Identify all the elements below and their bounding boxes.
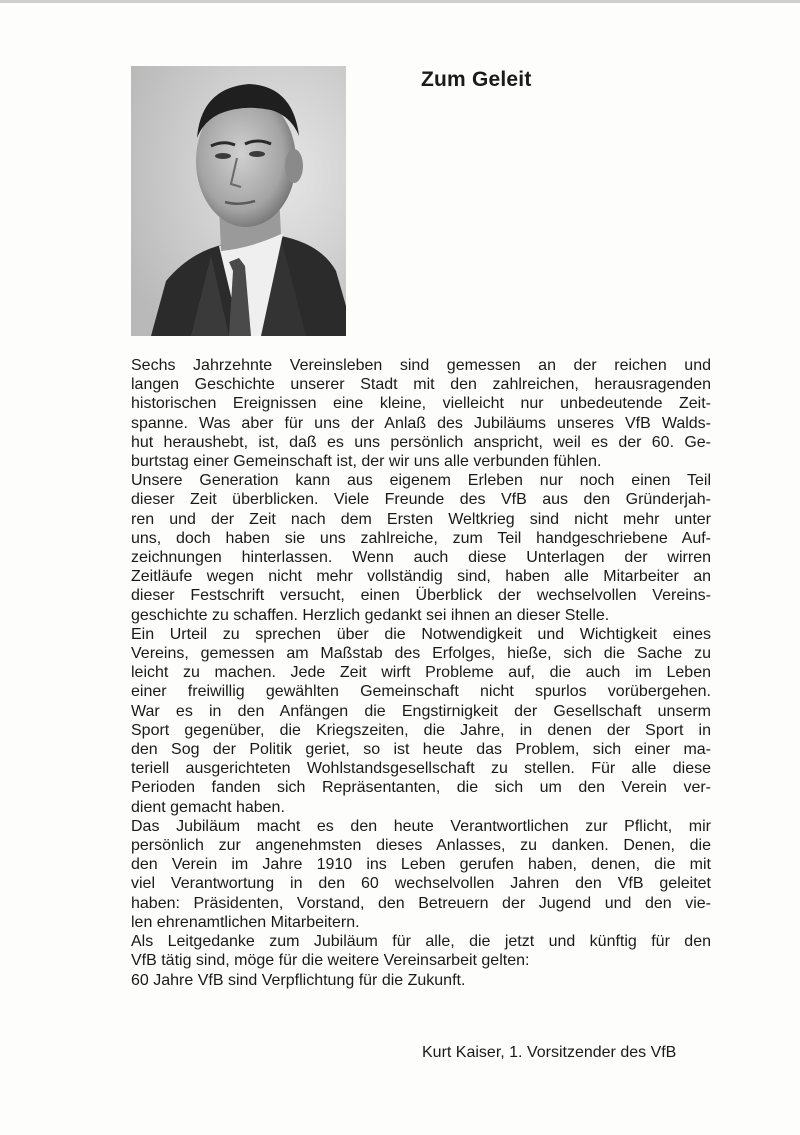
text-line: Als Leitgedanke zum Jubiläum für alle, die jetzt und künftig für den — [131, 933, 711, 951]
text-line: Das Jubiläum macht es den heute Verantwortlichen zur Pflicht, mir — [131, 817, 711, 835]
motto-line: 60 Jahre VfB sind Verpflichtung für die Zukunft. — [131, 971, 466, 989]
text-line: len ehrenamtlichen Mitarbeitern. — [131, 913, 360, 931]
text-line: viel Verantwortung in den 60 wechselvollen Jahren den VfB geleitet — [131, 875, 711, 893]
text-line: den Verein im Jahre 1910 ins Leben gerufen haben, denen, die mit — [131, 856, 711, 874]
portrait-illustration — [131, 66, 346, 336]
page-title: Zum Geleit — [421, 68, 532, 91]
text-line: spanne. Was aber für uns der Anlaß des Jubiläums unseres VfB Walds- — [131, 414, 711, 432]
text-line: ren und der Zeit nach dem Ersten Weltkrieg sind nicht mehr unter — [131, 510, 711, 528]
text-line: War es in den Anfängen die Engstirnigkeit der Gesellschaft unserm — [131, 702, 711, 720]
text-line: teriell ausgerichteten Wohlstandsgesellschaft zu stellen. Für alle diese — [131, 760, 711, 778]
text-line: Ein Urteil zu sprechen über die Notwendigkeit und Wichtigkeit eines — [131, 625, 711, 643]
body-text — [131, 356, 711, 990]
text-line: zeichnungen hinterlassen. Wenn auch diese Unterlagen der wirren — [131, 549, 711, 567]
text-line: geschichte zu schaffen. Herzlich gedankt sei ihnen an dieser Stelle. — [131, 606, 610, 624]
signature: Kurt Kaiser, 1. Vorsitzender des VfB — [422, 1044, 677, 1061]
text-line: dieser Festschrift versucht, einen Überblick der wechselvollen Vereins- — [131, 587, 711, 605]
text-line: Sechs Jahrzehnte Vereinsleben sind gemessen an der reichen und — [131, 357, 711, 374]
text-line: burtstag einer Gemeinschaft ist, der wir uns alle verbunden fühlen. — [131, 453, 602, 471]
text-line: haben: Präsidenten, Vorstand, den Betreuern der Jugend und den vie- — [131, 894, 711, 912]
portrait-photo — [131, 66, 346, 336]
text-line: VfB tätig sind, möge für die weitere Vereinsarbeit gelten: — [131, 952, 530, 970]
text-line: hut heraushebt, ist, daß es uns persönlich anspricht, weil es der 60. Ge- — [131, 433, 711, 451]
text-line: den Sog der Politik geriet, so ist heute das Problem, sich einer ma- — [131, 741, 711, 759]
text-line: Unsere Generation kann aus eigenem Erleben nur noch einen Teil — [131, 472, 711, 490]
text-line: dieser Zeit überblicken. Viele Freunde des VfB aus den Gründerjah- — [131, 491, 711, 509]
text-line: uns, doch haben sie uns zahlreiche, zum Teil handgeschriebene Auf- — [131, 529, 711, 547]
text-line: historischen Ereignissen eine kleine, vielleicht nur unbedeutende Zeit- — [131, 395, 711, 413]
text-line: leicht zu machen. Jede Zeit wirft Probleme auf, die auch im Leben — [131, 664, 711, 682]
text-line: langen Geschichte unserer Stadt mit den zahlreichen, herausragenden — [131, 376, 711, 394]
text-line: Perioden fanden sich Repräsentanten, die sich um den Verein ver- — [131, 779, 711, 797]
text-line: dient gemacht haben. — [131, 798, 285, 816]
text-line: persönlich zur angenehmsten dieses Anlasses, zu danken. Denen, die — [131, 837, 711, 855]
text-line: Zeitläufe wegen nicht mehr vollständig sind, haben alle Mitarbeiter an — [131, 568, 711, 586]
top-edge-rule — [0, 0, 800, 3]
text-line: einer freiwillig gewählten Gemeinschaft nicht spurlos vorübergehen. — [131, 683, 711, 701]
text-line: Vereins, gemessen am Maßstab des Erfolges, hieße, sich die Sache zu — [131, 645, 711, 663]
text-line: Sport gegenüber, die Kriegszeiten, die Jahre, in denen der Sport in — [131, 721, 711, 739]
